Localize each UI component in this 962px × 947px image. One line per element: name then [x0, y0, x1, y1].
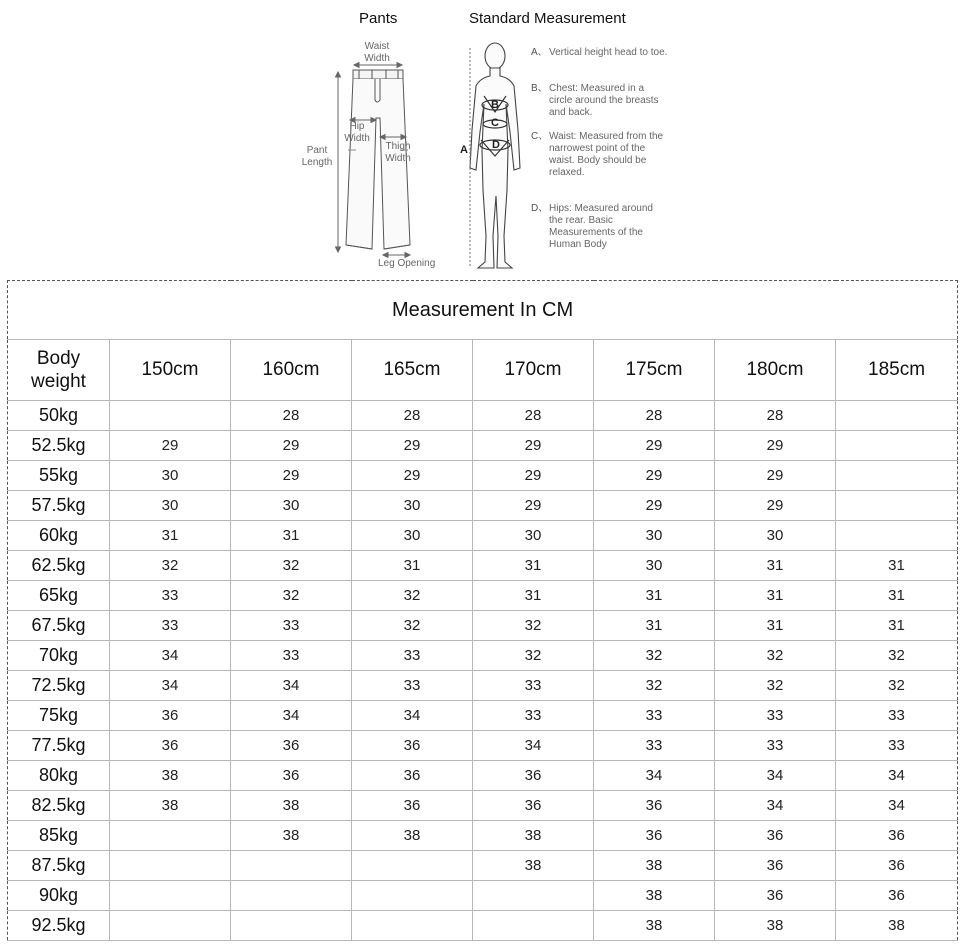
height-header: 175cm — [594, 340, 715, 401]
description-a — [531, 47, 669, 59]
size-cell: 36 — [352, 731, 473, 761]
description-c-key: C、 — [531, 131, 549, 142]
body-letter-a: A — [460, 144, 468, 156]
size-cell: 32 — [473, 641, 594, 671]
size-cell: 34 — [594, 761, 715, 791]
size-chart — [7, 280, 957, 941]
table-row — [8, 791, 958, 821]
size-cell: 31 — [594, 611, 715, 641]
table-row — [8, 551, 958, 581]
size-cell: 31 — [836, 551, 958, 581]
size-cell: 32 — [836, 641, 958, 671]
height-header: 185cm — [836, 340, 958, 401]
size-cell: 32 — [352, 611, 473, 641]
description-b-key: B、 — [531, 83, 548, 94]
weight-cell: 80kg — [8, 761, 110, 791]
table-row — [8, 431, 958, 461]
size-cell — [836, 491, 958, 521]
leg-opening-label: Leg Opening — [378, 258, 436, 269]
size-cell: 28 — [715, 401, 836, 431]
size-cell — [836, 461, 958, 491]
size-cell: 28 — [352, 401, 473, 431]
description-c-text: Waist: Measured from the narrowest point of the waist. Body should be relaxed. — [549, 131, 664, 178]
height-header: 180cm — [715, 340, 836, 401]
size-cell: 32 — [836, 671, 958, 701]
table-row — [8, 641, 958, 671]
description-b-text: Chest: Measured in a circle around the breasts and back. — [549, 83, 659, 118]
size-cell: 33 — [715, 731, 836, 761]
size-cell: 29 — [110, 431, 231, 461]
size-cell: 32 — [715, 671, 836, 701]
size-cell: 34 — [110, 641, 231, 671]
weight-cell: 87.5kg — [8, 851, 110, 881]
size-cell: 33 — [594, 731, 715, 761]
description-d-text: Hips: Measured around the rear. Basic Measurements of the Human Body — [549, 203, 653, 250]
size-cell: 30 — [594, 551, 715, 581]
size-cell — [352, 851, 473, 881]
size-cell: 32 — [110, 551, 231, 581]
description-a-key: A、 — [531, 47, 548, 58]
size-cell: 36 — [836, 851, 958, 881]
size-cell: 30 — [715, 521, 836, 551]
size-cell: 36 — [715, 881, 836, 911]
size-cell: 29 — [715, 461, 836, 491]
size-cell — [473, 911, 594, 941]
size-cell — [110, 911, 231, 941]
hip-width-label: Hip Width — [344, 121, 370, 144]
size-cell: 34 — [836, 791, 958, 821]
size-cell: 30 — [110, 461, 231, 491]
size-cell: 29 — [715, 431, 836, 461]
weight-cell: 57.5kg — [8, 491, 110, 521]
size-cell: 31 — [594, 581, 715, 611]
size-cell: 38 — [473, 851, 594, 881]
weight-cell: 50kg — [8, 401, 110, 431]
size-cell — [110, 881, 231, 911]
size-cell: 38 — [231, 791, 352, 821]
description-d-key: D、 — [531, 203, 549, 214]
size-cell — [110, 851, 231, 881]
header-row — [8, 340, 958, 401]
size-cell — [352, 881, 473, 911]
size-cell: 34 — [836, 761, 958, 791]
table-row — [8, 911, 958, 941]
table-row — [8, 881, 958, 911]
table-row — [8, 461, 958, 491]
size-cell: 32 — [352, 581, 473, 611]
height-header: 160cm — [231, 340, 352, 401]
size-cell: 31 — [231, 521, 352, 551]
size-cell: 33 — [836, 731, 958, 761]
weight-cell: 82.5kg — [8, 791, 110, 821]
size-cell: 38 — [594, 881, 715, 911]
size-cell: 32 — [473, 611, 594, 641]
size-cell: 29 — [473, 431, 594, 461]
size-table — [7, 280, 958, 941]
size-cell: 36 — [715, 821, 836, 851]
size-cell: 38 — [352, 821, 473, 851]
size-cell: 36 — [231, 761, 352, 791]
size-cell: 31 — [352, 551, 473, 581]
description-a-text: Vertical height head to toe. — [549, 47, 668, 58]
size-cell: 29 — [715, 491, 836, 521]
size-cell: 33 — [473, 671, 594, 701]
size-cell: 34 — [110, 671, 231, 701]
description-b — [531, 83, 669, 119]
table-row — [8, 821, 958, 851]
size-cell: 34 — [352, 701, 473, 731]
size-cell: 36 — [836, 821, 958, 851]
weight-cell: 67.5kg — [8, 611, 110, 641]
table-row — [8, 851, 958, 881]
table-row — [8, 731, 958, 761]
size-cell: 28 — [594, 401, 715, 431]
body-letter-b: B — [491, 99, 499, 111]
weight-cell: 92.5kg — [8, 911, 110, 941]
size-cell: 33 — [110, 611, 231, 641]
table-body — [8, 401, 958, 941]
size-cell: 29 — [473, 491, 594, 521]
size-cell: 33 — [352, 671, 473, 701]
weight-cell: 77.5kg — [8, 731, 110, 761]
size-cell: 31 — [715, 611, 836, 641]
size-cell — [231, 911, 352, 941]
thigh-width-label: Thigh Width — [385, 141, 411, 164]
size-cell: 29 — [594, 461, 715, 491]
size-cell: 29 — [231, 461, 352, 491]
pants-title: Pants — [359, 10, 398, 27]
standard-measurement-title: Standard Measurement — [469, 10, 626, 27]
size-cell: 30 — [352, 521, 473, 551]
size-cell: 38 — [836, 911, 958, 941]
weight-cell: 52.5kg — [8, 431, 110, 461]
size-cell: 33 — [231, 611, 352, 641]
size-cell — [110, 821, 231, 851]
weight-cell: 55kg — [8, 461, 110, 491]
illustration-drawing — [0, 0, 962, 278]
size-cell: 36 — [110, 701, 231, 731]
size-cell: 28 — [231, 401, 352, 431]
table-row — [8, 671, 958, 701]
size-cell: 36 — [352, 761, 473, 791]
size-cell: 38 — [594, 911, 715, 941]
body-letter-d: D — [492, 139, 500, 151]
size-cell — [473, 881, 594, 911]
size-cell — [352, 911, 473, 941]
size-cell: 30 — [110, 491, 231, 521]
size-cell — [110, 401, 231, 431]
weight-cell: 60kg — [8, 521, 110, 551]
weight-cell: 70kg — [8, 641, 110, 671]
size-cell: 31 — [473, 551, 594, 581]
size-cell: 33 — [110, 581, 231, 611]
table-row — [8, 611, 958, 641]
size-cell: 34 — [715, 761, 836, 791]
size-cell: 38 — [110, 791, 231, 821]
weight-cell: 65kg — [8, 581, 110, 611]
size-cell: 34 — [231, 671, 352, 701]
size-cell: 36 — [715, 851, 836, 881]
size-cell: 29 — [231, 431, 352, 461]
size-cell: 34 — [231, 701, 352, 731]
size-cell: 29 — [352, 461, 473, 491]
size-cell: 33 — [594, 701, 715, 731]
description-c — [531, 131, 669, 179]
size-cell: 38 — [473, 821, 594, 851]
size-cell: 38 — [594, 851, 715, 881]
description-d — [531, 203, 669, 251]
size-cell: 38 — [231, 821, 352, 851]
size-cell: 36 — [836, 881, 958, 911]
table-row — [8, 401, 958, 431]
size-cell: 36 — [231, 731, 352, 761]
size-cell: 36 — [594, 821, 715, 851]
size-cell — [231, 851, 352, 881]
height-header: 165cm — [352, 340, 473, 401]
weight-cell: 85kg — [8, 821, 110, 851]
size-cell: 33 — [473, 701, 594, 731]
size-cell: 32 — [231, 551, 352, 581]
body-weight-header-line2: weight — [31, 371, 86, 392]
size-cell: 30 — [473, 521, 594, 551]
table-row — [8, 761, 958, 791]
size-cell: 31 — [715, 551, 836, 581]
size-cell: 33 — [715, 701, 836, 731]
size-cell: 30 — [231, 491, 352, 521]
body-letter-c: C — [491, 117, 499, 129]
size-cell: 29 — [594, 491, 715, 521]
size-cell: 30 — [594, 521, 715, 551]
table-row — [8, 521, 958, 551]
size-cell: 31 — [110, 521, 231, 551]
size-cell: 31 — [715, 581, 836, 611]
size-cell — [836, 401, 958, 431]
size-cell: 28 — [473, 401, 594, 431]
weight-cell: 72.5kg — [8, 671, 110, 701]
size-cell: 29 — [594, 431, 715, 461]
size-cell: 29 — [352, 431, 473, 461]
measurement-illustration — [0, 0, 962, 278]
size-cell: 32 — [594, 641, 715, 671]
size-cell: 36 — [594, 791, 715, 821]
size-cell: 38 — [715, 911, 836, 941]
size-cell: 33 — [352, 641, 473, 671]
size-cell: 33 — [836, 701, 958, 731]
size-cell: 32 — [594, 671, 715, 701]
size-cell: 30 — [352, 491, 473, 521]
height-header: 150cm — [110, 340, 231, 401]
size-cell: 31 — [836, 581, 958, 611]
size-cell: 31 — [473, 581, 594, 611]
size-cell: 34 — [715, 791, 836, 821]
size-cell: 29 — [473, 461, 594, 491]
waist-width-label: Waist Width — [364, 41, 390, 64]
size-cell: 32 — [231, 581, 352, 611]
weight-cell: 75kg — [8, 701, 110, 731]
size-cell: 38 — [110, 761, 231, 791]
table-caption: Measurement In CM — [8, 281, 958, 340]
height-header: 170cm — [473, 340, 594, 401]
size-cell: 33 — [231, 641, 352, 671]
body-weight-header — [8, 340, 110, 401]
size-cell — [231, 881, 352, 911]
weight-cell: 62.5kg — [8, 551, 110, 581]
size-cell: 32 — [715, 641, 836, 671]
size-cell: 36 — [473, 791, 594, 821]
table-row — [8, 491, 958, 521]
body-weight-header-line1: Body — [36, 348, 81, 369]
size-cell: 36 — [473, 761, 594, 791]
size-cell — [836, 431, 958, 461]
size-cell: 34 — [473, 731, 594, 761]
pant-length-label: Pant Length — [301, 145, 333, 168]
table-row — [8, 701, 958, 731]
size-cell: 31 — [836, 611, 958, 641]
size-cell — [836, 521, 958, 551]
size-cell: 36 — [352, 791, 473, 821]
weight-cell: 90kg — [8, 881, 110, 911]
table-row — [8, 581, 958, 611]
size-cell: 36 — [110, 731, 231, 761]
